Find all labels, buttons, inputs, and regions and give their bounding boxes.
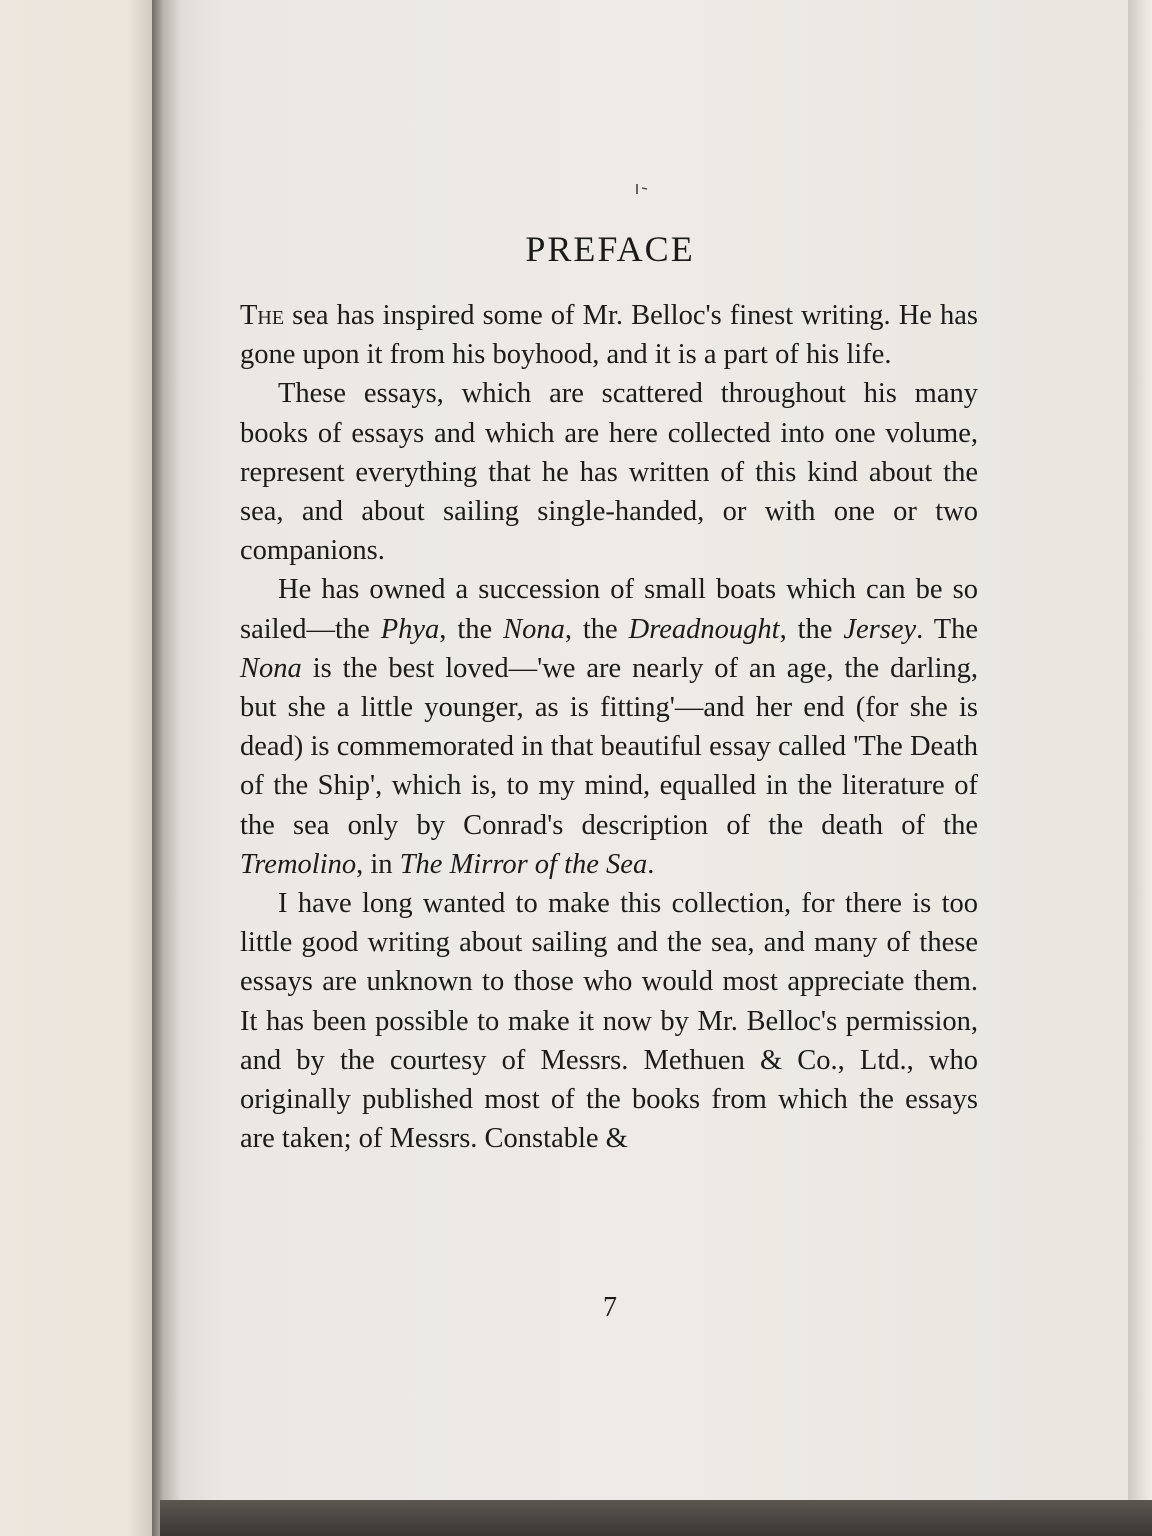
boat-name-dreadnought: Dreadnought — [628, 613, 780, 645]
paragraph-2: These essays, which are scattered throughout his many books of essays and which are here collected into one volume, represent everything that he has written of this kind about the sea, and about sailing single-handed, or with one or two companions. — [240, 378, 978, 567]
boat-name-nona: Nona — [503, 613, 565, 645]
page-edge — [1128, 0, 1152, 1510]
page-title: PREFACE — [525, 229, 695, 269]
paragraph-3-text: , the — [439, 613, 504, 645]
paragraph-3 — [240, 570, 978, 884]
page-number: 7 — [603, 1292, 617, 1323]
boat-name-jersey: Jersey — [843, 613, 917, 645]
boat-name-nona: Nona — [240, 652, 302, 684]
paragraph-3-text: . The — [916, 613, 978, 645]
boat-name-phya: Phya — [380, 613, 440, 645]
ship-name-tremolino: Tremolino — [240, 848, 357, 880]
paragraph-3-text: is the best loved—'we are nearly of an age, the darling, but she a little younger, as is fitting'—and her end (for she is dead) is commemorated in that beautiful essay called 'The Death of the Ship', which is, to my mind, equalled in the literature of the sea only by Conrad's description of the death of the — [240, 652, 978, 841]
paragraph-lead-word: The — [240, 300, 285, 331]
paragraph-3-text: . — [647, 848, 655, 880]
paragraph-1 — [240, 296, 978, 374]
page-bottom-edge — [160, 1500, 1152, 1536]
body-text — [240, 296, 978, 1158]
paragraph-3-text: , in — [356, 848, 400, 880]
paragraph-3-text: , the — [779, 613, 844, 645]
paragraph-3-text: , the — [564, 613, 629, 645]
paragraph-4: I have long wanted to make this collection, for there is too little good writing about sailing and the sea, and many of these essays are unknown to those who would most appreciate them. It has been possible to make it now by Mr. Belloc's permission, and by the courtesy of Messrs. Methuen & Co., Ltd., who originally published most of the books from which the essays are taken; of Messrs. Constable & — [240, 888, 978, 1155]
paragraph-1-text: sea has inspired some of Mr. Belloc's finest writing. He has gone upon it from his boyhood, and it is a part of his life. — [240, 300, 978, 371]
facing-left-page — [0, 0, 160, 1536]
stray-ink-mark — [635, 182, 649, 196]
spine-shadow — [152, 0, 182, 1536]
book-title-mirror-of-the-sea: The Mirror of the Sea — [399, 848, 648, 880]
paragraph-3-text: He has owned a succession of small boats which can be so sailed—the — [240, 574, 978, 645]
